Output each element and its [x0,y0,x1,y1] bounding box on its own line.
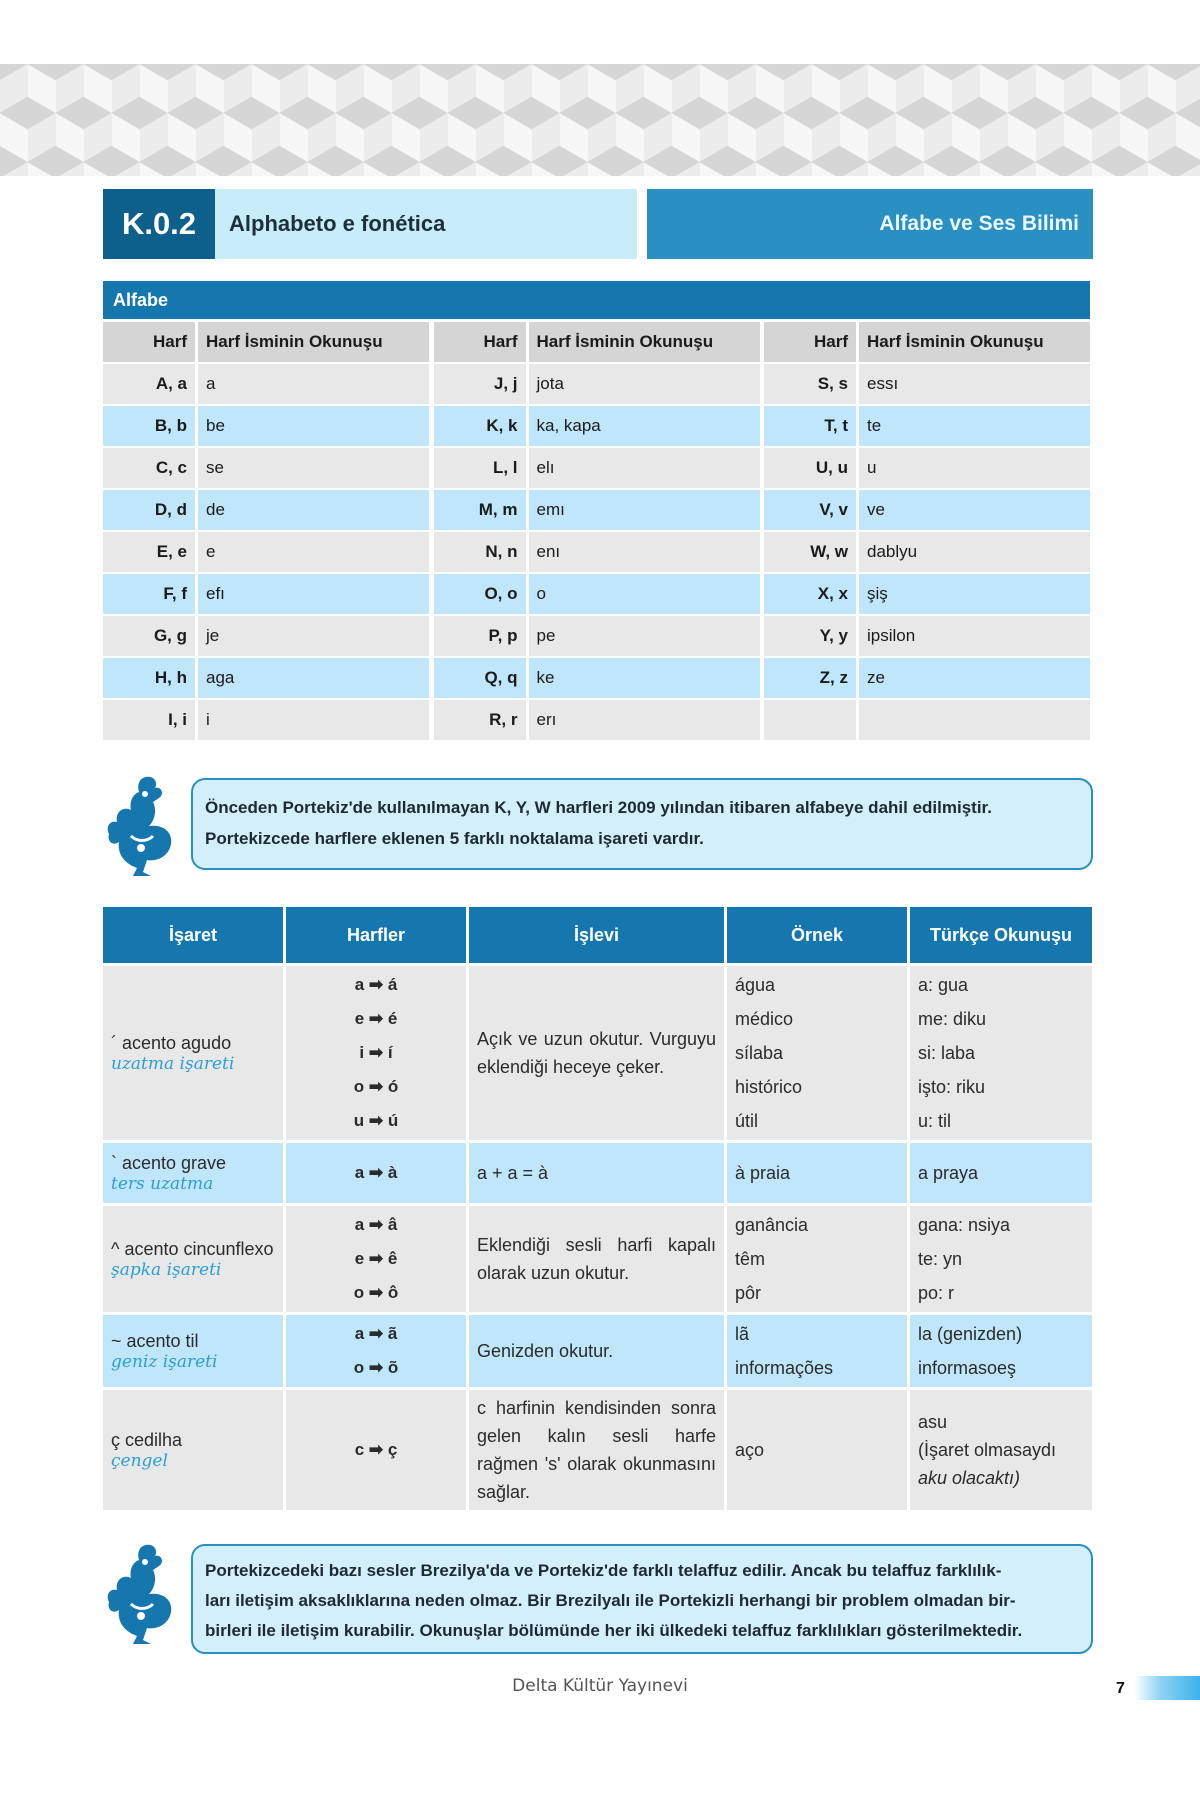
reading-cell [910,966,1092,1140]
example-word: informações [735,1358,834,1378]
example-word: pôr [735,1283,762,1303]
example-word: água [735,975,776,995]
page-number: 7 [1116,1680,1125,1697]
letter-cell: U, u [764,448,856,488]
letter-transform: o ➡ ô [353,1283,399,1302]
column-header-sign: İşaret [103,907,283,963]
letter-cell: G, g [103,616,195,656]
alphabet-row [434,658,760,698]
alphabet-row [434,574,760,614]
page-number-bar [1134,1676,1200,1700]
letter-cell: Y, y [764,616,856,656]
sign-turkish-name: geniz işareti [111,1351,218,1372]
letter-cell: I, i [103,700,195,740]
alphabet-row [103,574,429,614]
letter-cell: E, e [103,532,195,572]
alphabet-row [764,406,1090,446]
letter-cell: M, m [434,490,526,530]
sign-name: ~ acento til [111,1330,199,1351]
example-cell [727,1390,907,1510]
reading-cell: pe [529,616,760,656]
letter-transform: o ➡ õ [353,1358,399,1377]
reading-cell [910,1206,1092,1312]
sign-turkish-name: ters uzatma [111,1173,214,1194]
example-word: lã [735,1324,750,1344]
column-header-function: İşlevi [469,907,724,963]
note-line: Portekizcede harflere eklenen 5 farklı noktalama işareti vardır. [205,829,704,848]
reading-cell [910,1390,1092,1510]
function-cell [469,1206,724,1312]
example-word: à praia [735,1162,791,1183]
letter-cell: B, b [103,406,195,446]
letter-cell [764,700,856,740]
letter-cell: D, d [103,490,195,530]
letter-cell: R, r [434,700,526,740]
letter-cell: F, f [103,574,195,614]
reading-text: a praya [918,1162,979,1183]
alphabet-row [103,658,429,698]
letter-transform: a ➡ â [354,1215,398,1234]
function-text: Açık ve uzun okutur. Vurguyu eklendiği heceye çeker. [477,1029,716,1077]
reading-text: informasoeş [918,1358,1017,1378]
alphabet-group-2 [434,322,760,747]
letter-cell: N, n [434,532,526,572]
sign-cell [103,1143,283,1203]
function-cell [469,1315,724,1387]
column-header-reading: Türkçe Okunuşu [910,907,1092,963]
alphabet-row [764,658,1090,698]
reading-text: aku olacaktı) [918,1468,1021,1488]
letter-cell: P, p [434,616,526,656]
example-word: médico [735,1009,794,1029]
reading-cell: a [198,364,429,404]
alphabet-row [764,574,1090,614]
reading-text: te: yn [918,1249,963,1269]
chapter-title-turkish: Alfabe ve Ses Bilimi [647,189,1093,259]
accent-row [103,1206,1093,1312]
reading-cell: ve [859,490,1090,530]
alphabet-row [764,448,1090,488]
example-word: sílaba [735,1043,784,1063]
decorative-cube-pattern [0,64,1200,176]
accent-row [103,1390,1093,1510]
function-text: Eklendiği sesli harfi kapalı olarak uzun okutur. [477,1235,716,1283]
sign-cell [103,966,283,1140]
function-text: c harfinin kendisinden sonra gelen kalın sesli harfe rağmen 's' olarak okunmasını sağlar. [477,1398,716,1502]
reading-text: işto: riku [918,1077,986,1097]
reading-text: si: laba [918,1043,976,1063]
letter-transform: a ➡ á [354,975,398,994]
sign-name: ` acento grave [111,1152,227,1173]
reading-cell: ke [529,658,760,698]
letter-cell: W, w [764,532,856,572]
reading-cell: elı [529,448,760,488]
alphabet-group-1 [103,322,429,747]
reading-cell: i [198,700,429,740]
reading-cell: be [198,406,429,446]
alphabet-row [434,616,760,656]
reading-cell: se [198,448,429,488]
reading-cell: je [198,616,429,656]
accent-row [103,966,1093,1140]
chapter-header [103,189,1093,259]
reading-text: po: r [918,1283,955,1303]
letter-transform: e ➡ ê [354,1249,398,1268]
alphabet-row [103,490,429,530]
alphabet-row [434,490,760,530]
reading-text: asu [918,1412,948,1432]
reading-cell: şiş [859,574,1090,614]
alphabet-row [434,532,760,572]
example-word: ganância [735,1215,809,1235]
sign-cell [103,1315,283,1387]
alphabet-row [434,406,760,446]
letter-transform: u ➡ ú [353,1111,399,1130]
reading-cell: ka, kapa [529,406,760,446]
letter-cell: T, t [764,406,856,446]
accent-header-row [103,907,1093,963]
letters-cell [286,1390,466,1510]
reading-cell: ze [859,658,1090,698]
accent-marks-table [103,907,1093,1513]
reading-cell [910,1143,1092,1203]
letter-cell: J, j [434,364,526,404]
alphabet-header-row [103,322,429,362]
reading-cell: e [198,532,429,572]
reading-cell [859,700,1090,740]
alphabet-table-title: Alfabe [103,281,1090,319]
sign-turkish-name: uzatma işareti [111,1053,235,1074]
publisher-name: Delta Kültür Yayınevi [512,1676,688,1696]
alphabet-group-3 [764,322,1090,747]
function-cell [469,1143,724,1203]
example-cell [727,966,907,1140]
letter-cell: H, h [103,658,195,698]
alphabet-row [764,532,1090,572]
letter-transform: e ➡ é [354,1009,398,1028]
reading-text: la (genizden) [918,1324,1023,1344]
note-line: Önceden Portekiz'de kullanılmayan K, Y, W harfleri 2009 yılından itibaren alfabeye dahil edilmiştir. [205,798,992,817]
reading-text: (İşaret olmasaydı [918,1440,1057,1460]
note-line: ları iletişim aksaklıklarına neden olmaz. Bir Brezilyalı ile Portekizli herhangi bir problem olmadan bir- [205,1591,1016,1610]
example-word: aço [735,1439,765,1460]
example-word: útil [735,1111,759,1131]
reading-cell: erı [529,700,760,740]
reading-cell: o [529,574,760,614]
alphabet-header-row [434,322,760,362]
function-cell [469,1390,724,1510]
reading-cell: ipsilon [859,616,1090,656]
alphabet-header-row [764,322,1090,362]
alphabet-row [764,616,1090,656]
letter-cell: A, a [103,364,195,404]
function-text: a + a = à [477,1162,549,1183]
info-note-letters [103,772,1093,880]
function-text: Genizden okutur. [477,1340,614,1361]
alphabet-row [764,490,1090,530]
letters-cell [286,966,466,1140]
accent-row [103,1143,1093,1203]
reading-cell: efı [198,574,429,614]
reading-cell: te [859,406,1090,446]
alphabet-row [764,700,1090,740]
function-cell [469,966,724,1140]
letter-transform: o ➡ ó [353,1077,399,1096]
column-header-reading: Harf İsminin Okunuşu [859,322,1090,362]
column-header-letter: Harf [103,322,195,362]
alphabet-row [103,448,429,488]
letter-transform: a ➡ à [354,1163,398,1182]
sign-name: ^ acento cincunflexo [111,1238,274,1259]
info-note-pronunciation [103,1540,1093,1658]
chapter-title: Alphabeto e fonética [215,189,637,259]
rooster-mascot-icon [103,772,181,880]
sign-name: ´ acento agudo [111,1032,232,1053]
example-word: histórico [735,1077,803,1097]
alphabet-row [764,364,1090,404]
sign-turkish-name: şapka işareti [111,1259,222,1280]
letter-cell: X, x [764,574,856,614]
note-bubble [191,1544,1093,1654]
reading-cell: de [198,490,429,530]
reading-text: gana: nsiya [918,1215,1011,1235]
column-header-reading: Harf İsminin Okunuşu [198,322,429,362]
note-line: birleri ile iletişim kurabilir. Okunuşlar bölümünde her iki ülkedeki telaffuz farklılıkları gösterilmektedir. [205,1621,1023,1640]
alphabet-row [434,364,760,404]
reading-cell: enı [529,532,760,572]
column-header-letter: Harf [764,322,856,362]
alphabet-row [103,364,429,404]
letter-cell: V, v [764,490,856,530]
column-header-reading: Harf İsminin Okunuşu [529,322,760,362]
alphabet-row [103,406,429,446]
example-word: têm [735,1249,766,1269]
reading-cell [910,1315,1092,1387]
rooster-mascot-icon [103,1540,181,1648]
letter-cell: Q, q [434,658,526,698]
accent-row [103,1315,1093,1387]
alphabet-row [103,700,429,740]
letter-transform: i ➡ í [359,1043,393,1062]
reading-cell: aga [198,658,429,698]
letters-cell [286,1206,466,1312]
reading-cell: emı [529,490,760,530]
alphabet-row [434,700,760,740]
column-header-letter: Harf [434,322,526,362]
letter-transform: a ➡ ã [354,1324,398,1343]
note-line: Portekizcedeki bazı sesler Brezilya'da ve Portekiz'de farklı telaffuz edilir. Ancak bu telaffuz farklılık- [205,1561,1002,1580]
letter-transform: c ➡ ç [354,1440,398,1459]
reading-cell: jota [529,364,760,404]
letters-cell [286,1143,466,1203]
reading-text: u: til [918,1111,952,1131]
reading-text: a: gua [918,975,969,995]
letter-cell: K, k [434,406,526,446]
reading-cell: essı [859,364,1090,404]
alphabet-row [103,532,429,572]
alphabet-row [434,448,760,488]
letter-cell: O, o [434,574,526,614]
sign-turkish-name: çengel [111,1450,168,1471]
note-bubble [191,778,1093,870]
reading-cell: dablyu [859,532,1090,572]
letter-cell: Z, z [764,658,856,698]
letter-cell: S, s [764,364,856,404]
letter-cell: C, c [103,448,195,488]
sign-cell [103,1206,283,1312]
letters-cell [286,1315,466,1387]
alphabet-table [103,322,1090,747]
example-cell [727,1206,907,1312]
example-cell [727,1143,907,1203]
column-header-letters: Harfler [286,907,466,963]
example-cell [727,1315,907,1387]
sign-name: ç cedilha [111,1429,183,1450]
letter-cell: L, l [434,448,526,488]
chapter-code: K.0.2 [103,189,215,259]
reading-text: me: diku [918,1009,987,1029]
alphabet-row [103,616,429,656]
sign-cell [103,1390,283,1510]
reading-cell: u [859,448,1090,488]
column-header-example: Örnek [727,907,907,963]
